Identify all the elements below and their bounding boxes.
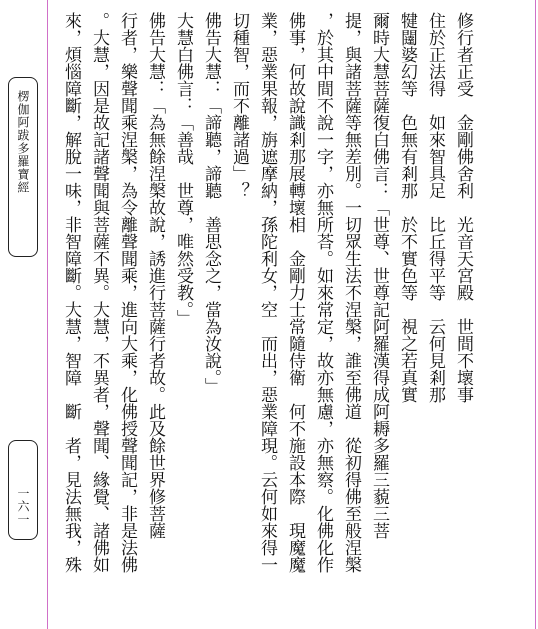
text-column: 修行者正受 金剛佛舍利 光音天宮殿 世間不壞事	[453, 12, 473, 403]
text-column: 大慧白佛言：「善哉 世尊，唯然受教。」	[173, 12, 193, 327]
text-column: 犍闥婆幻等 色無有剎那 於不實色等 視之若真實	[397, 12, 417, 403]
book-title: 楞伽阿跋多羅寶經	[16, 90, 30, 194]
text-column: 切種智，而不離諸過」？	[229, 12, 249, 199]
text-column: 佛告大慧：「為無餘涅槃故說，誘進行菩薩行者故。此及餘世界修菩薩	[145, 12, 165, 539]
text-column: 提，與諸菩薩等無差別。一切眾生法不涅槃，誰至佛道 從初得佛至般涅槃	[341, 12, 361, 573]
text-column: 住於正法得 如來智具足 比丘得平等 云何見剎那	[425, 12, 445, 403]
page-number: 一六一	[16, 487, 30, 526]
text-column: 業，惡業果報，旃遮摩納，孫陀利女，空 而出，惡業障現。云何如來得一	[257, 12, 277, 573]
text-column: 佛告大慧：「諦聽，諦聽 善思念之，當為汝說。」	[201, 12, 221, 395]
text-column: 來，煩惱障斷，解脫一味，非智障斷。大慧，智障 斷 者，見法無我，殊	[61, 12, 81, 573]
text-column: 佛事，何故說識剎那展轉壞相 金剛力士常隨侍衛 何不施設本際 現魔魔	[285, 12, 305, 573]
text-column: ，於其中間不說一字，亦無所荅。如來常定，故亦無慮，亦無察。化佛化作	[313, 12, 333, 573]
book-title-tab	[8, 77, 38, 257]
text-column: 爾時大慧菩薩復白佛言：「世尊、世尊記阿羅漢得成阿耨多羅三藐三菩	[369, 12, 389, 539]
page-number-tab	[8, 440, 38, 540]
text-column: 行者，樂聲聞乘涅槃，為令離聲聞乘，進向大乘，化佛授聲聞記，非是法佛	[117, 12, 137, 573]
text-column: 。大慧，因是故記諸聲聞與菩薩不異。大慧，不異者，聲聞、緣覺、諸佛如	[89, 12, 109, 573]
